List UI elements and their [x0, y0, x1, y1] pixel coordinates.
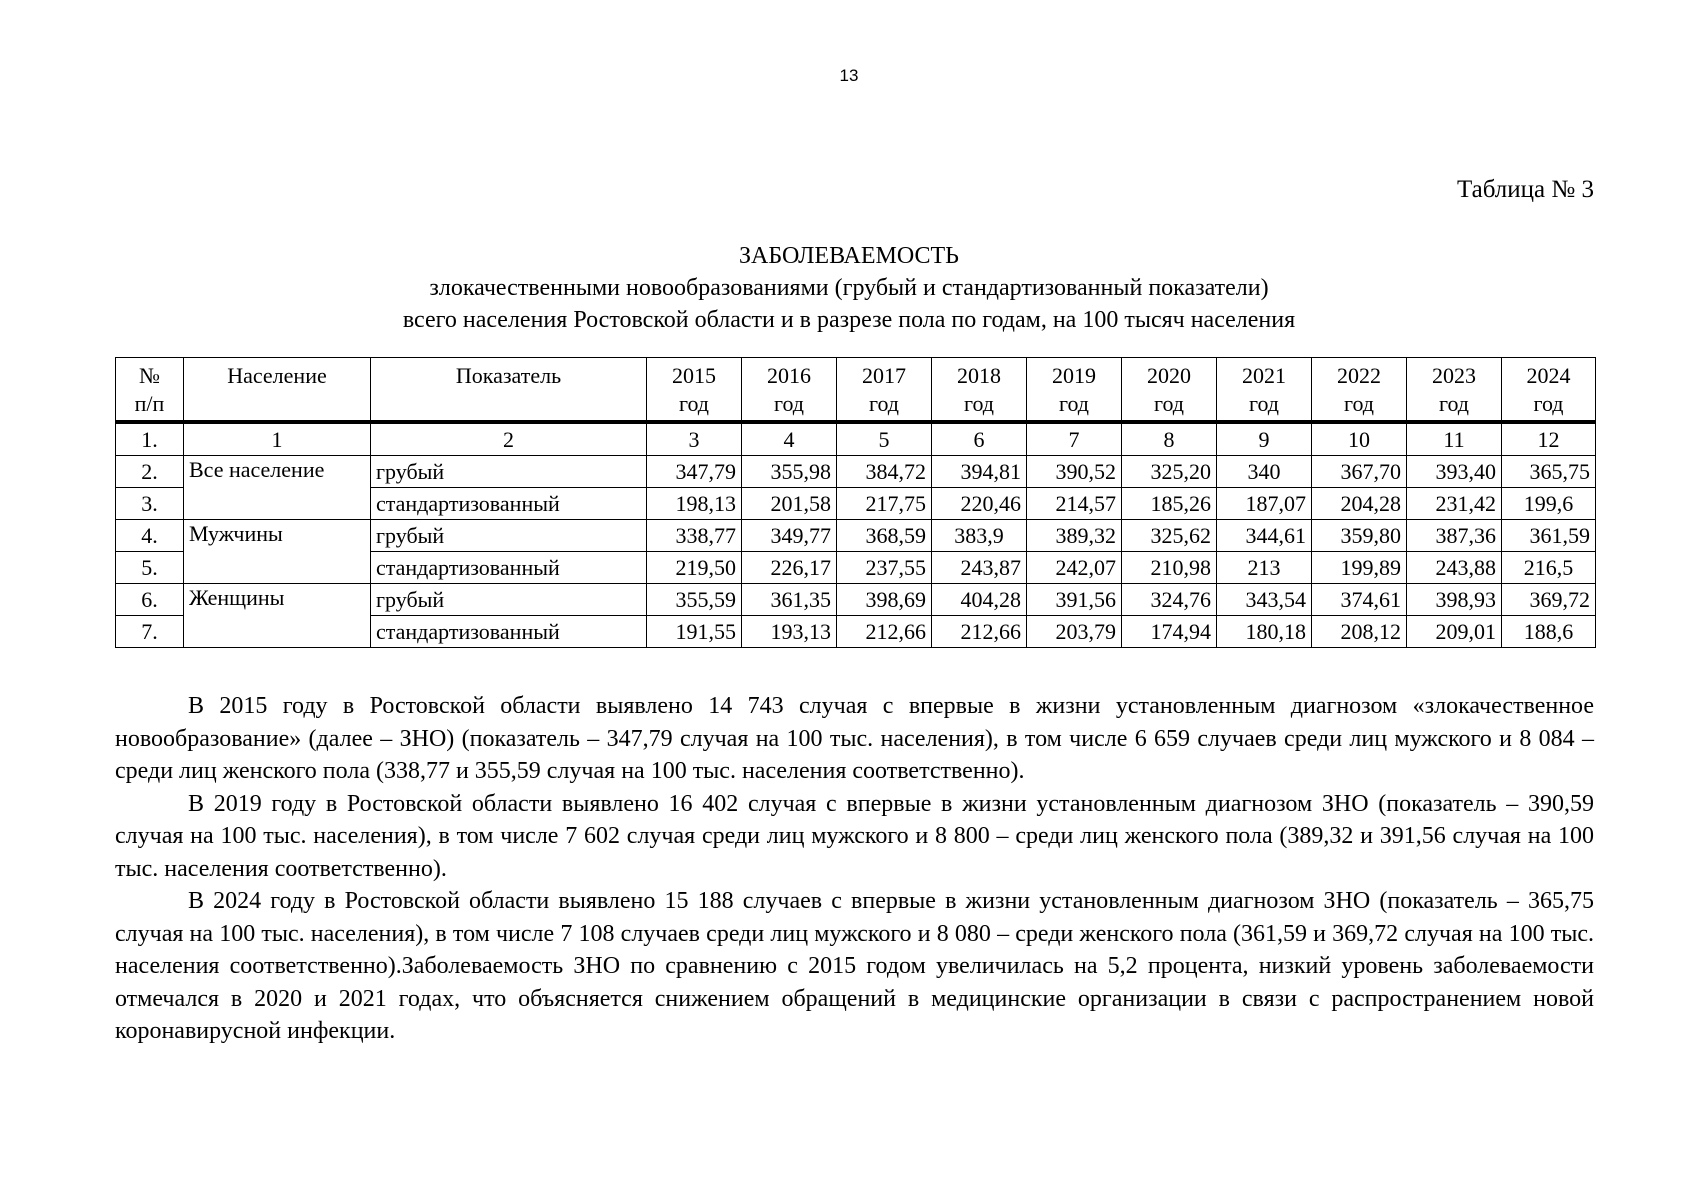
column-number: 10	[1312, 422, 1407, 456]
header-cell-indicator	[371, 358, 647, 423]
column-number: 2	[371, 422, 647, 456]
value-cell: 180,18	[1217, 616, 1312, 648]
header-year: 2015	[672, 363, 716, 388]
table-row	[116, 456, 1596, 488]
value-cell: 325,62	[1122, 520, 1217, 552]
header-cell-year	[1122, 358, 1217, 423]
row-number: 6.	[116, 584, 184, 616]
header-cell-number	[116, 358, 184, 423]
value-cell: 198,13	[647, 488, 742, 520]
value-cell: 398,69	[837, 584, 932, 616]
header-unit: год	[963, 391, 995, 416]
header-cell-year	[1407, 358, 1502, 423]
value-cell: 361,35	[742, 584, 837, 616]
value-cell: 199,89	[1312, 552, 1407, 584]
value-cell: 212,66	[932, 616, 1027, 648]
value-cell: 361,59	[1502, 520, 1596, 552]
value-cell: 343,54	[1217, 584, 1312, 616]
header-cell-year	[1027, 358, 1122, 423]
value-cell: 389,32	[1027, 520, 1122, 552]
body-text	[115, 690, 1594, 1048]
value-cell: 226,17	[742, 552, 837, 584]
value-cell: 325,20	[1122, 456, 1217, 488]
value-cell: 387,36	[1407, 520, 1502, 552]
value-cell: 174,94	[1122, 616, 1217, 648]
value-cell: 355,59	[647, 584, 742, 616]
column-number: 11	[1407, 422, 1502, 456]
column-number: 5	[837, 422, 932, 456]
page-number: 13	[839, 66, 859, 85]
header-unit: год	[868, 391, 900, 416]
header-cell-year	[1217, 358, 1312, 423]
row-number: 7.	[116, 616, 184, 648]
value-cell: 374,61	[1312, 584, 1407, 616]
value-cell: 214,57	[1027, 488, 1122, 520]
indicator-cell: стандартизованный	[371, 616, 647, 648]
value-cell: 383,9	[932, 520, 1027, 552]
table-heading	[0, 240, 1698, 336]
value-cell: 209,01	[1407, 616, 1502, 648]
value-cell: 243,87	[932, 552, 1027, 584]
value-cell: 404,28	[932, 584, 1027, 616]
value-cell: 201,58	[742, 488, 837, 520]
column-number: 8	[1122, 422, 1217, 456]
header-year: 2019	[1052, 363, 1096, 388]
row-number: 3.	[116, 488, 184, 520]
heading-title: ЗАБОЛЕВАЕМОСТЬ	[739, 243, 959, 269]
value-cell: 384,72	[837, 456, 932, 488]
value-cell: 243,88	[1407, 552, 1502, 584]
value-cell: 359,80	[1312, 520, 1407, 552]
value-cell: 367,70	[1312, 456, 1407, 488]
value-cell: 188,6	[1502, 616, 1596, 648]
column-number: 9	[1217, 422, 1312, 456]
value-cell: 199,6	[1502, 488, 1596, 520]
column-number: 6	[932, 422, 1027, 456]
row-number: 4.	[116, 520, 184, 552]
header-year: 2020	[1147, 363, 1191, 388]
header-year: 2022	[1337, 363, 1381, 388]
value-cell: 398,93	[1407, 584, 1502, 616]
paragraph: В 2019 году в Ростовской области выявлено 16 402 случая с впервые в жизни установленным диагнозом ЗНО (показатель – 390,59 случая на 100 тыс. населения), в том числе 7 602 случая среди лиц мужского и 8 800 – среди лиц женского пола (389,32 и 391,56 случая на 100 тыс. населения соответственно).	[115, 790, 1594, 882]
value-cell: 393,40	[1407, 456, 1502, 488]
header-year: 2016	[767, 363, 811, 388]
header-label: №	[139, 363, 160, 388]
column-number: 4	[742, 422, 837, 456]
value-cell: 347,79	[647, 456, 742, 488]
value-cell: 187,07	[1217, 488, 1312, 520]
value-cell: 340	[1217, 456, 1312, 488]
header-unit: год	[678, 391, 710, 416]
header-label: п/п	[134, 391, 165, 416]
value-cell: 216,5	[1502, 552, 1596, 584]
value-cell: 193,13	[742, 616, 837, 648]
header-unit: год	[1343, 391, 1375, 416]
header-cell-year	[1502, 358, 1596, 423]
paragraph: В 2024 году в Ростовской области выявлено 15 188 случаев с впервые в жизни установленным диагнозом ЗНО (показатель – 365,75 случая на 100 тыс. населения), в том числе 7 108 случаев среди лиц мужского и 8 080 – среди женского пола (361,59 и 369,72 случая на 100 тыс. населения соответственно).Заболеваемость ЗНО по сравнению с 2015 годом увеличилась на 5,2 процента, низкий уровень заболеваемости отмечался в 2020 и 2021 годах, что объясняется снижением обращений в медицинские организации в связи с распространением новой коронавирусной инфекции.	[115, 888, 1594, 1044]
header-cell-year	[932, 358, 1027, 423]
value-cell: 220,46	[932, 488, 1027, 520]
header-unit: год	[1533, 391, 1564, 416]
value-cell: 344,61	[1217, 520, 1312, 552]
value-cell: 212,66	[837, 616, 932, 648]
incidence-table	[115, 357, 1596, 648]
column-number: 1.	[116, 422, 184, 456]
value-cell: 324,76	[1122, 584, 1217, 616]
header-label: Население	[227, 363, 327, 388]
header-unit: год	[1153, 391, 1185, 416]
column-number: 7	[1027, 422, 1122, 456]
value-cell: 219,50	[647, 552, 742, 584]
value-cell: 369,72	[1502, 584, 1596, 616]
value-cell: 191,55	[647, 616, 742, 648]
value-cell: 210,98	[1122, 552, 1217, 584]
value-cell: 365,75	[1502, 456, 1596, 488]
header-year: 2023	[1432, 363, 1476, 388]
table-row	[116, 584, 1596, 616]
value-cell: 242,07	[1027, 552, 1122, 584]
value-cell: 231,42	[1407, 488, 1502, 520]
value-cell: 237,55	[837, 552, 932, 584]
value-cell: 338,77	[647, 520, 742, 552]
header-unit: год	[1058, 391, 1090, 416]
value-cell: 204,28	[1312, 488, 1407, 520]
value-cell: 208,12	[1312, 616, 1407, 648]
header-cell-year	[742, 358, 837, 423]
column-number: 1	[184, 422, 371, 456]
row-number: 5.	[116, 552, 184, 584]
value-cell: 355,98	[742, 456, 837, 488]
indicator-cell: грубый	[371, 520, 647, 552]
header-year: 2021	[1242, 363, 1286, 388]
header-year: 2018	[957, 363, 1001, 388]
heading-subtitle: злокачественными новообразованиями (грубый и стандартизованный показатели)	[429, 275, 1269, 301]
header-cell-year	[837, 358, 932, 423]
population-cell: Все население	[184, 456, 371, 520]
value-cell: 185,26	[1122, 488, 1217, 520]
population-cell: Мужчины	[184, 520, 371, 584]
table-label: Таблица № 3	[1456, 176, 1594, 203]
header-unit: год	[1438, 391, 1470, 416]
value-cell: 203,79	[1027, 616, 1122, 648]
header-cell-population	[184, 358, 371, 423]
population-cell: Женщины	[184, 584, 371, 648]
header-cell-year	[647, 358, 742, 423]
heading-subtitle: всего населения Ростовской области и в разрезе пола по годам, на 100 тысяч населения	[402, 307, 1296, 333]
value-cell: 349,77	[742, 520, 837, 552]
table-row	[116, 520, 1596, 552]
value-cell: 217,75	[837, 488, 932, 520]
column-number-row	[116, 422, 1596, 456]
value-cell: 394,81	[932, 456, 1027, 488]
header-year: 2017	[862, 363, 906, 388]
value-cell: 390,52	[1027, 456, 1122, 488]
column-number: 12	[1502, 422, 1596, 456]
indicator-cell: стандартизованный	[371, 552, 647, 584]
row-number: 2.	[116, 456, 184, 488]
value-cell: 368,59	[837, 520, 932, 552]
value-cell: 213	[1217, 552, 1312, 584]
header-unit: год	[773, 391, 805, 416]
value-cell: 391,56	[1027, 584, 1122, 616]
column-number: 3	[647, 422, 742, 456]
header-label: Показатель	[455, 363, 562, 388]
indicator-cell: стандартизованный	[371, 488, 647, 520]
indicator-cell: грубый	[371, 584, 647, 616]
header-row	[116, 358, 1596, 423]
header-year: 2024	[1526, 363, 1571, 388]
header-cell-year	[1312, 358, 1407, 423]
paragraph: В 2015 году в Ростовской области выявлено 14 743 случая с впервые в жизни установленным диагнозом «злокачественное новообразование» (далее – ЗНО) (показатель – 347,79 случая на 100 тыс. населения), в том числе 6 659 случаев среди лиц мужского и 8 084 – среди лиц женского пола (338,77 и 355,59 случая на 100 тыс. населения соответственно).	[115, 693, 1594, 784]
header-unit: год	[1248, 391, 1280, 416]
indicator-cell: грубый	[371, 456, 647, 488]
